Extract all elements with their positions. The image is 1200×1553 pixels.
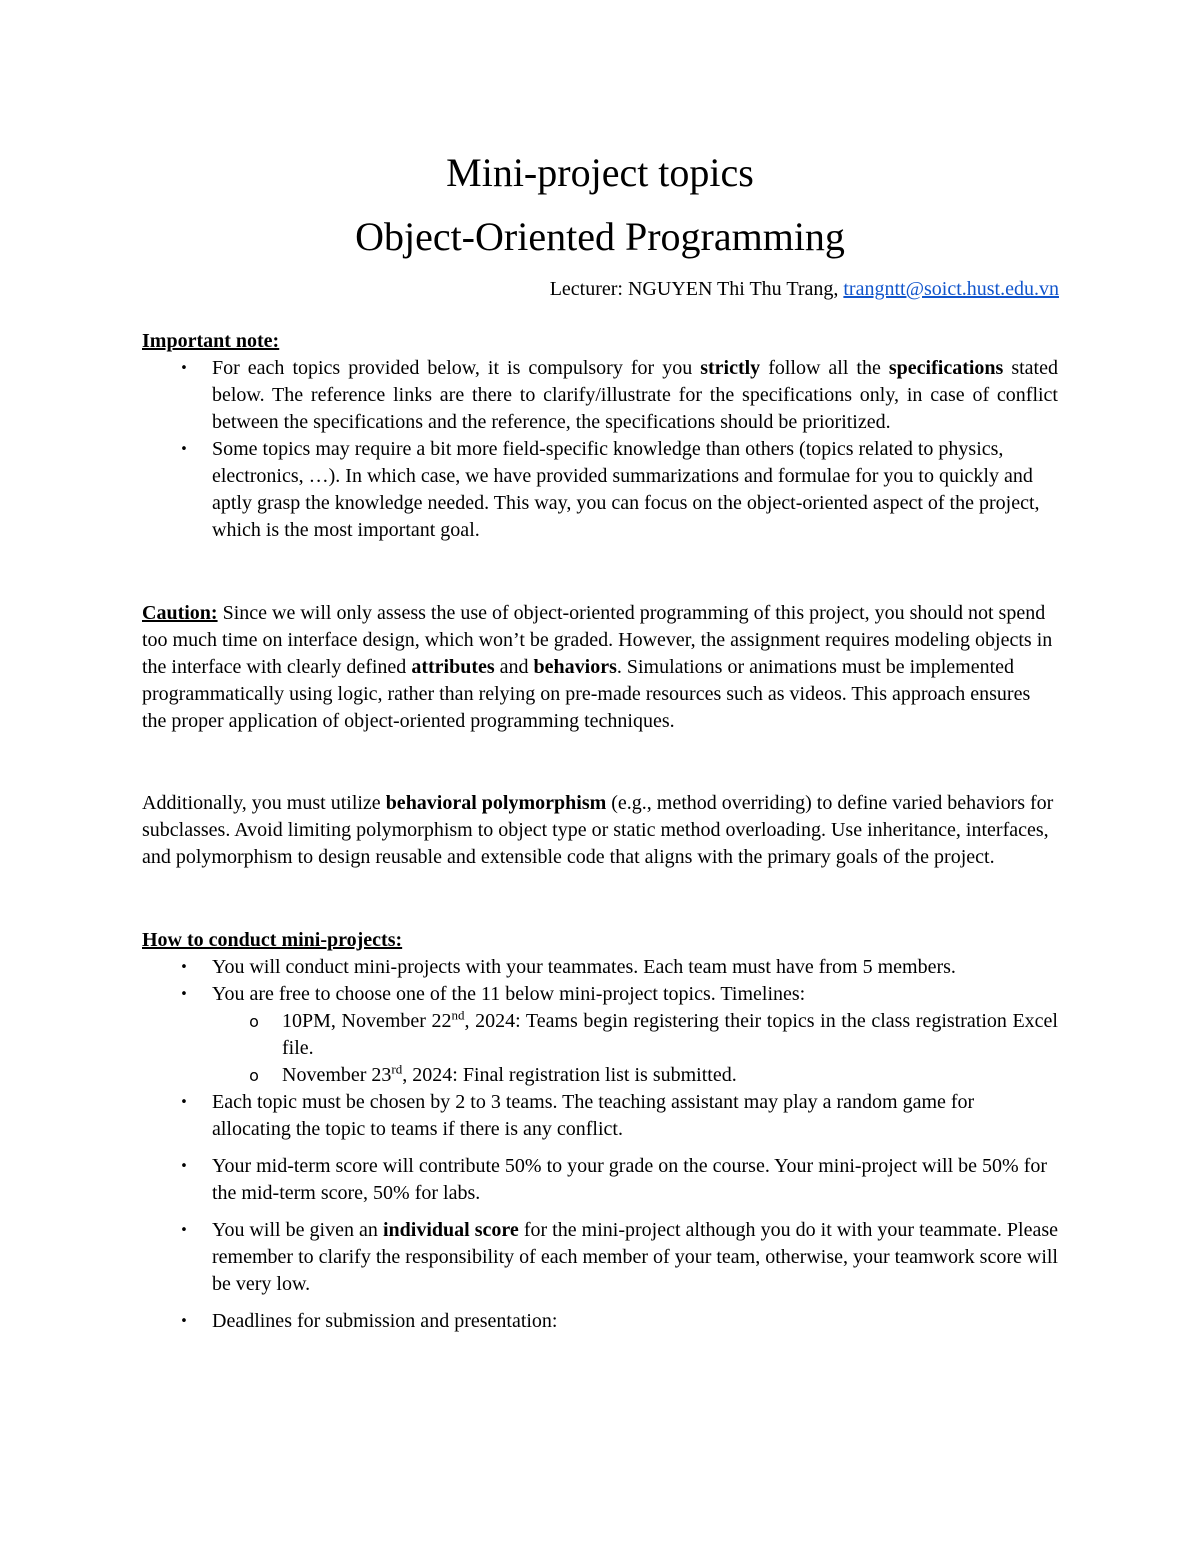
list-item — [212, 1062, 1058, 1089]
text: (e.g., method overriding) to define varied behaviors for subclasses. Avoid limiting polymorphism to object type or static method overloading. Use inheritance, interfaces, and polymorphism to design reusable and extensible code that aligns with the primary goals of the project. — [142, 792, 1054, 868]
text: November 23 — [282, 1064, 392, 1086]
text: You will conduct mini-projects with your teammates. Each team must have from 5 members. — [212, 956, 956, 978]
bullet-icon: • — [180, 1314, 188, 1329]
title-line-2: Object-Oriented Programming — [355, 214, 845, 259]
text: . Simulations or animations must be implemented programmatically using logic, rather than relying on pre-made resources such as videos. This approach ensures the proper application of object-oriented programming techniques. — [142, 656, 1031, 732]
list-item — [142, 436, 1058, 544]
list-item — [142, 1217, 1058, 1298]
lecturer-email-link[interactable]: trangntt@soict.hust.edu.vn — [843, 278, 1059, 300]
lecturer-line — [550, 276, 1059, 302]
bullet-icon: • — [180, 987, 188, 1002]
text: follow all the — [760, 357, 889, 379]
text: Some topics may require a bit more field-specific knowledge than others (topics related to physics, electronics, …). In which case, we have provided summarizations and formulae for you to quickly and aptly grasp the knowledge needed. This way, you can focus on the object-oriented aspect of the project, which is the most important goal. — [212, 438, 1040, 541]
important-note-list — [142, 355, 1058, 544]
how-to-list — [142, 954, 1058, 1335]
bold-text: behaviors — [533, 656, 617, 678]
text: and — [494, 656, 534, 678]
text: , 2024: Final registration list is submitted. — [402, 1064, 737, 1086]
circle-bullet-icon: o — [249, 1066, 259, 1085]
text: You will be given an — [212, 1219, 383, 1241]
caution-label: Caution: — [142, 602, 218, 624]
superscript: nd — [451, 1007, 465, 1023]
bullet-icon: • — [180, 1095, 188, 1110]
list-item — [142, 355, 1058, 436]
text: , 2024: Teams begin registering their topics in the class registration Excel file. — [282, 1010, 1058, 1059]
superscript: rd — [391, 1061, 403, 1077]
list-item — [142, 1153, 1058, 1207]
bullet-icon: • — [180, 1223, 188, 1238]
bold-text: behavioral polymorphism — [385, 792, 607, 814]
text: Each topic must be chosen by 2 to 3 teams. The teaching assistant may play a random game for allocating the topic to teams if there is any conflict. — [212, 1091, 975, 1140]
text: Your mid-term score will contribute 50% to your grade on the course. Your mini-project will be 50% for the mid-term score, 50% for labs. — [212, 1155, 1048, 1204]
bullet-icon: • — [180, 1159, 188, 1174]
list-item — [212, 1008, 1058, 1062]
bold-text: strictly — [700, 357, 761, 379]
list-item — [142, 1308, 1058, 1335]
how-to-heading: How to conduct mini-projects: — [142, 929, 403, 951]
text: Since we will only assess the use of object-oriented programming of this project, you should not spend too much time on interface design, which won’t be graded. However, the assignment requires modeling objects in the interface with clearly defined — [142, 602, 1053, 678]
text: For each topics provided below, it is compulsory for you — [212, 357, 701, 379]
bullet-icon: • — [180, 960, 188, 975]
bold-text: attributes — [411, 656, 495, 678]
bullet-icon: • — [180, 361, 188, 376]
list-item — [142, 1089, 1058, 1143]
additionally-paragraph — [142, 790, 1058, 871]
circle-bullet-icon: o — [249, 1012, 259, 1031]
text: Deadlines for submission and presentation: — [212, 1310, 558, 1332]
text: 10PM, November 22 — [282, 1010, 452, 1032]
bullet-icon: • — [180, 442, 188, 457]
text: for the mini-project although you do it with your teammate. Please remember to clarify the responsibility of each member of your team, otherwise, your teamwork score will be very low. — [212, 1219, 1058, 1295]
list-item — [142, 954, 1058, 981]
text: Additionally, you must utilize — [142, 792, 386, 814]
how-to-section — [142, 927, 1058, 1335]
text: stated below. The reference links are there to clarify/illustrate for the specifications only, in case of conflict between the specifications and the reference, the specifications should be prioritized. — [212, 357, 1058, 433]
timeline-list — [212, 1008, 1058, 1089]
lecturer-label: Lecturer: NGUYEN Thi Thu Trang, — [549, 278, 844, 300]
list-item — [142, 981, 1058, 1089]
important-note-heading: Important note: — [142, 330, 280, 352]
bold-text: specifications — [888, 357, 1004, 379]
title-line-1: Mini-project topics — [446, 150, 754, 195]
important-note-section — [142, 328, 1058, 544]
caution-paragraph — [142, 600, 1058, 735]
text: You are free to choose one of the 11 below mini-project topics. Timelines: — [212, 983, 806, 1005]
bold-text: individual score — [382, 1219, 519, 1241]
